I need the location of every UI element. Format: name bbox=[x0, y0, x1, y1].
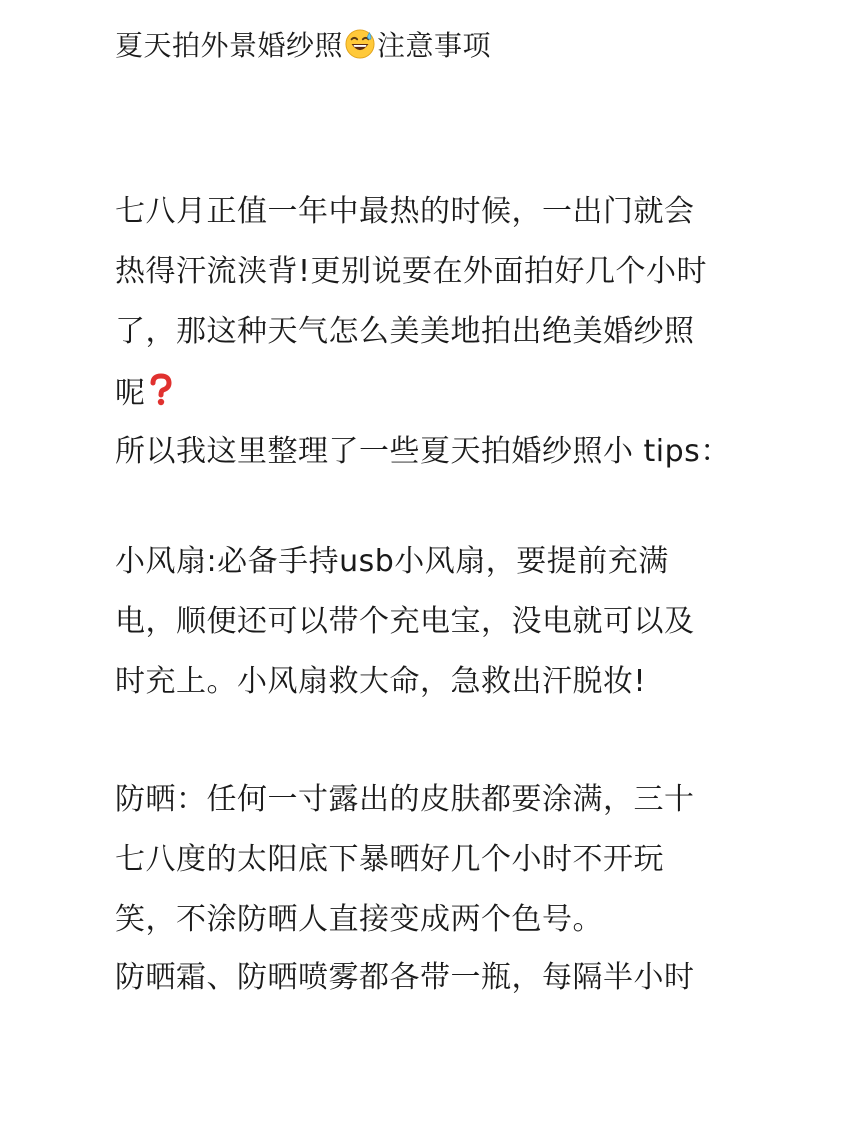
intro-line-2: 热得汗流浃背!更别说要在外面拍好几个小时 bbox=[115, 254, 708, 289]
title-text-end: 注意事项 bbox=[377, 29, 492, 62]
sunscreen-tip-line-1: 防晒：任何一寸露出的皮肤都要涂满，三十 bbox=[115, 782, 695, 817]
intro-line-4 bbox=[115, 373, 176, 417]
intro-line-1: 七八月正值一年中最热的时候，一出门就会 bbox=[115, 194, 695, 229]
grinning-face-with-sweat-icon bbox=[345, 29, 375, 69]
intro-line-4-text: 呢 bbox=[115, 376, 146, 411]
fan-tip-line-2: 电，顺便还可以带个充电宝，没电就可以及 bbox=[115, 604, 695, 639]
sunscreen-tip-line-4: 防晒霜、防晒喷雾都各带一瓶，每隔半小时 bbox=[115, 960, 695, 995]
red-question-mark-icon bbox=[148, 373, 174, 417]
sunscreen-tip-line-3: 笑，不涂防晒人直接变成两个色号。 bbox=[115, 902, 603, 937]
intro-line-5: 所以我这里整理了一些夏天拍婚纱照小 tips： bbox=[115, 434, 731, 469]
fan-tip-line-3: 时充上。小风扇救大命，急救出汗脱妆! bbox=[115, 664, 647, 699]
sunscreen-tip-line-2: 七八度的太阳底下暴晒好几个小时不开玩 bbox=[115, 842, 664, 877]
title-text-start: 夏天拍外景婚纱照 bbox=[115, 29, 344, 62]
intro-line-3: 了，那这种天气怎么美美地拍出绝美婚纱照 bbox=[115, 314, 695, 349]
fan-tip-line-1: 小风扇:必备手持usb小风扇，要提前充满 bbox=[115, 544, 669, 579]
page-title bbox=[115, 27, 491, 69]
